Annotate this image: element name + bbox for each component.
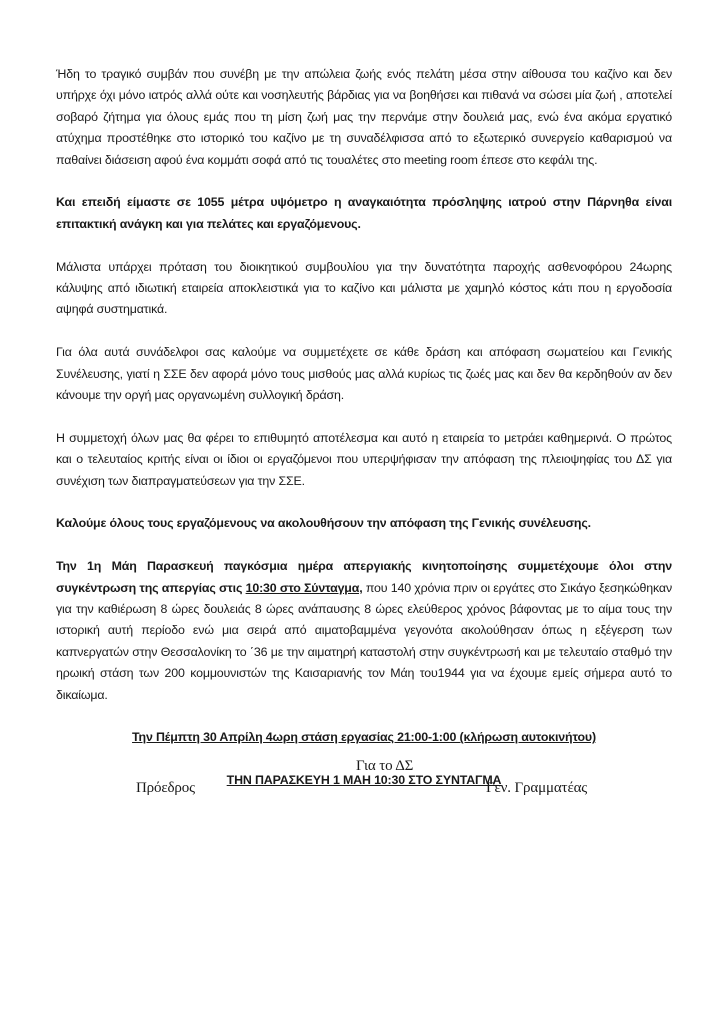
signature-secretary: Γεν. Γραμματέας <box>486 780 588 796</box>
may-day-time-place: 10:30 στο Σύνταγμα, <box>245 580 363 595</box>
paragraph-may-day <box>56 556 672 706</box>
paragraph-participation: Η συμμετοχή όλων μας θα φέρει το επιθυμητό αποτέλεσμα και αυτό η εταιρεία το μετράει καθημερινά. Ο πρώτος και ο τελευταίος κριτής είναι οι ίδιοι οι εργαζόμενοι που υπερψήφισαν την απόφαση της πλειοψηφίας του ΔΣ για συνέχιση των διαπραγματεύσεων για την ΣΣΕ. <box>56 430 672 488</box>
announcement-work-stoppage: Την Πέμπτη 30 Απρίλη 4ωρη στάση εργασίας 21:00-1:00 (κλήρωση αυτοκινήτου) <box>132 730 596 745</box>
signature-for-board: Για το ΔΣ <box>356 758 414 774</box>
may-day-bold-text: Την 1η Μάη Παρασκευή παγκόσμια ημέρα απεργιακής κινητοποίησης συμμετέχουμε όλοι στην συγκέντρωση της απεργίας στις <box>56 559 672 595</box>
paragraph-ambulance-proposal: Μάλιστα υπάρχει πρόταση του διοικητικού συμβουλίου για την δυνατότητα παροχής ασθενοφόρου 24ωρης κάλυψης από ιδιωτική εταιρεία αποκλειστικά για το καζίνο και μάλιστα με χαμηλό κόστος κάτι που η εργοδοσία αψηφά συστηματικά. <box>56 259 672 317</box>
paragraph-call-to-action: Για όλα αυτά συνάδελφοι σας καλούμε να συμμετέχετε σε κάθε δράση και απόφαση σωματείου και Γενικής Συνέλευσης, γιατί η ΣΣΕ δεν αφορά μόνο τους μισθούς μας αλλά κυρίως τις ζωές μας και δεν θα κερδηθούν αν δεν κάνουμε την οργή μας οργανωμένη συλλογική δράση. <box>56 345 672 403</box>
signature-president: Πρόεδρος <box>136 780 195 796</box>
paragraph-general-assembly: Καλούμε όλους τους εργαζόμενους να ακολουθήσουν την απόφαση της Γενικής συνέλευσης. <box>56 516 591 531</box>
document-page <box>56 64 672 813</box>
paragraph-altitude-doctor: Και επειδή είμαστε σε 1055 μέτρα υψόμετρο η αναγκαιότητα πρόσληψης ιατρού στην Πάρνηθα είναι επιτακτική ανάγκη και για πελάτες και εργαζόμενους. <box>56 195 672 231</box>
announcement-syntagma-rally: ΤΗΝ ΠΑΡΑΣΚΕΥΗ 1 ΜΑΗ 10:30 ΣΤΟ ΣΥΝΤΑΓΜΑ <box>226 773 502 788</box>
may-day-history-text: που 140 χρόνια πριν οι εργάτες στο Σικάγο ξεσηκώθηκαν για την καθιέρωση 8 ώρες δουλειάς 8 ώρες ανάπαυσης 8 ώρες ελεύθερος χρόνος βάφοντας με το αίμα τους την ιστορική αυτή περίοδο ενώ μια σειρά από αιματοβαμμένα γεγονότα ακολούθησαν όπως η εξέγερση των καπνεργατών στην Θεσσαλονίκη το ΄36 με την αιματηρή καταστολή στην συγκέντρωσή και με τελευταίο σταθμό την ηρωική στάση των 200 κομμουνιστών της Καισαριανής τον Μάη του1944 για να έχουμε εμείς σήμερα αυτό το δικαίωμα. <box>56 580 672 702</box>
paragraph-incident: Ήδη το τραγικό συμβάν που συνέβη με την απώλεια ζωής ενός πελάτη μέσα στην αίθουσα του καζίνο και δεν υπήρχε όχι μόνο ιατρός αλλά ούτε και νοσηλευτής βάρδιας για να βοηθήσει και πιθανά να σώσει μία ζωή , αποτελεί σοβαρό ζήτημα για όλους εμάς που τη μίση ζωή μας την περνάμε στην δουλειά μας, ενώ ένα ακόμα εργατικό ατύχημα προστέθηκε στο ιστορικό του καζίνο με τη συναδέλφισσα από το εξωτερικό συνεργείο καθαρισμού να παθαίνει διάσειση αφού ένα κομμάτι σοφά από τις τουαλέτες στο meeting room έπεσε στο κεφάλι της. <box>56 67 672 167</box>
